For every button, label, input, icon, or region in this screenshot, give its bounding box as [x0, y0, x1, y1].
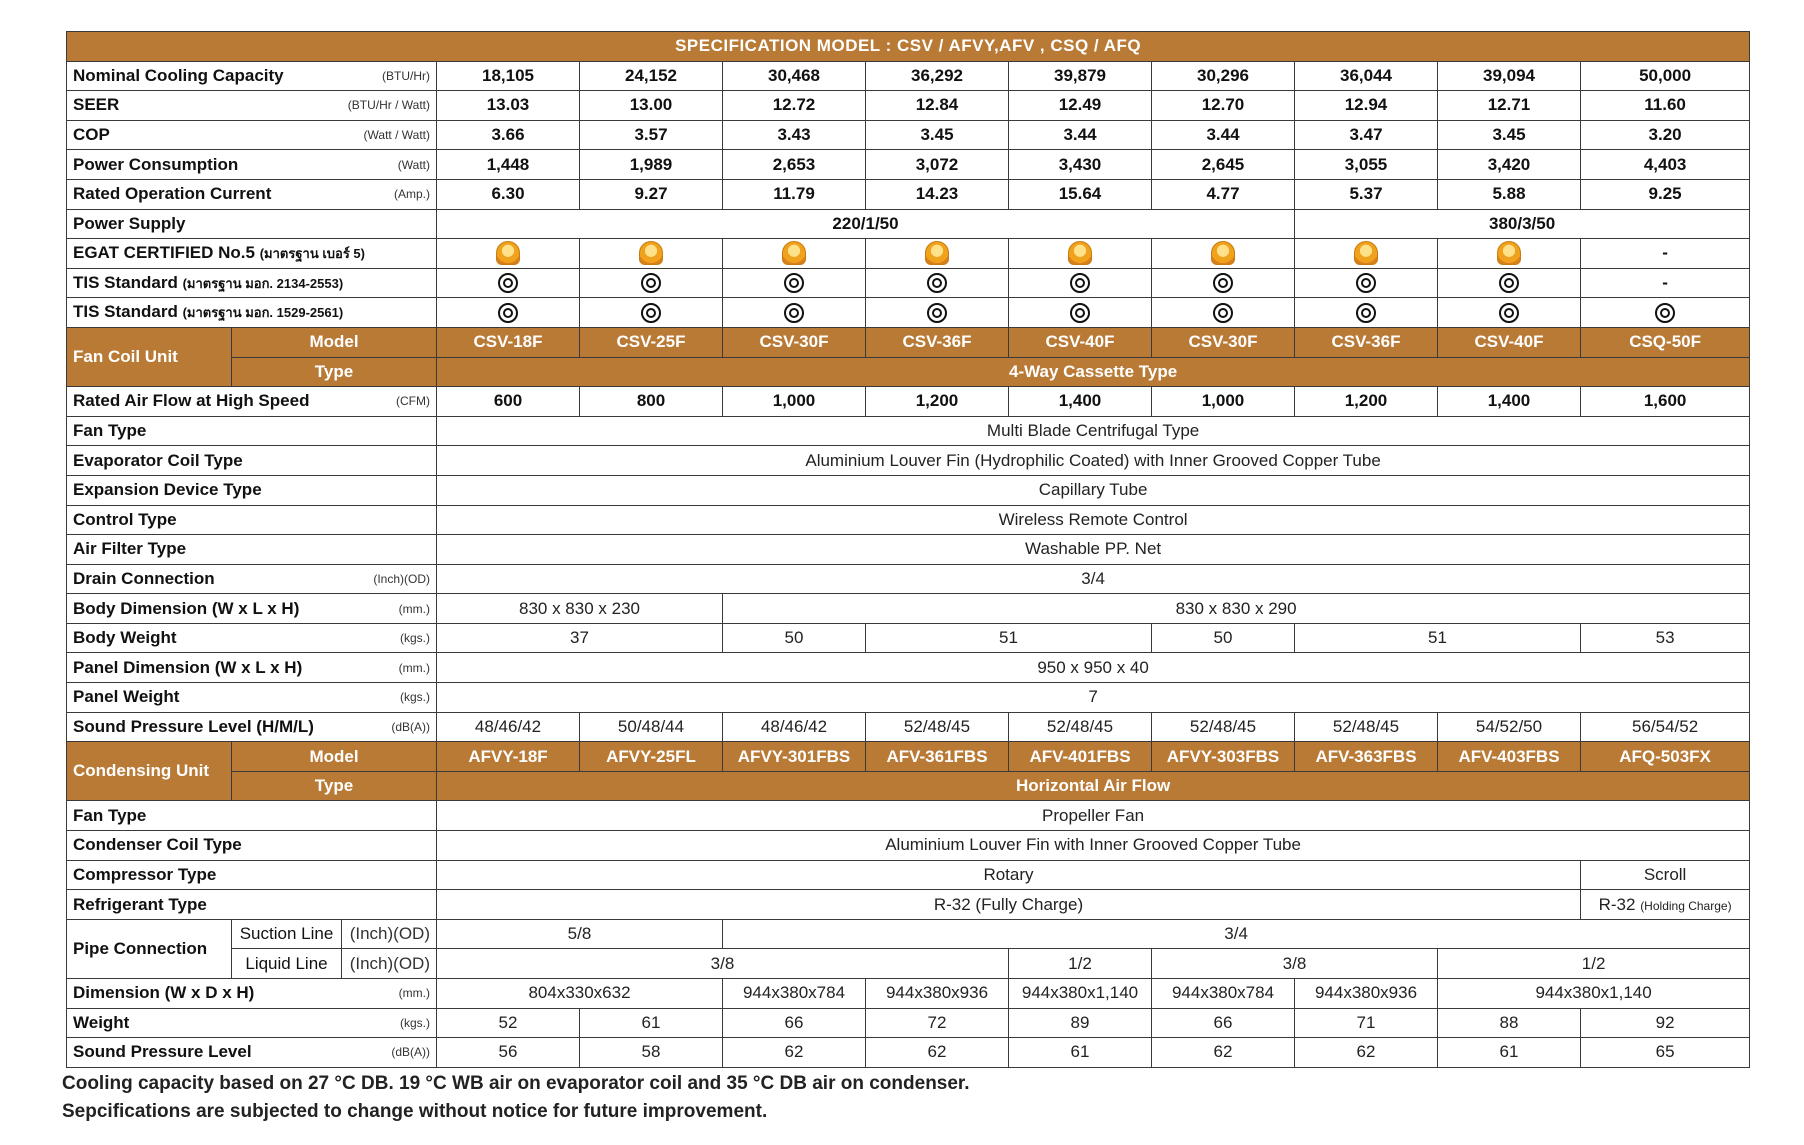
- cell: 3.43: [723, 120, 866, 150]
- row-unit: (Amp.): [394, 187, 430, 202]
- tis-mark-icon: [1356, 273, 1376, 293]
- egat-label-icon: [1211, 241, 1235, 265]
- cell: 89: [1009, 1008, 1152, 1038]
- cell: 3.45: [1438, 120, 1581, 150]
- table-row: [67, 801, 1750, 831]
- row-label: Rated Air Flow at High Speed: [73, 391, 310, 411]
- table-row: [67, 949, 1750, 979]
- row-label: Expansion Device Type: [73, 480, 262, 500]
- tis-mark-icon: [1499, 303, 1519, 323]
- cell: Aluminium Louver Fin (Hydrophilic Coated) with Inner Grooved Copper Tube: [437, 446, 1750, 476]
- table-row: [67, 91, 1750, 121]
- cell: 12.84: [866, 91, 1009, 121]
- cell: 71: [1295, 1008, 1438, 1038]
- row-unit: (dB(A)): [391, 719, 430, 734]
- tis-mark-icon: [1213, 303, 1233, 323]
- tis-mark-icon: [784, 273, 804, 293]
- row-label: Dimension (W x D x H): [73, 983, 255, 1003]
- cell: 37: [437, 623, 723, 653]
- cell: 1,989: [580, 150, 723, 180]
- cell: 66: [1152, 1008, 1295, 1038]
- cell: 944x380x936: [866, 979, 1009, 1009]
- row-unit: (mm.): [398, 601, 430, 616]
- table-row: [67, 831, 1750, 861]
- sub-label: Model: [232, 742, 437, 772]
- row-label: TIS Standard: [73, 272, 178, 292]
- row-label: SEER: [73, 95, 120, 115]
- cell: 48/46/42: [723, 712, 866, 742]
- table-row: [67, 239, 1750, 269]
- cell: 4.77: [1152, 179, 1295, 209]
- cell: Capillary Tube: [437, 475, 1750, 505]
- table-row: [67, 268, 1750, 298]
- table-row: [67, 683, 1750, 713]
- sub-label: Model: [232, 327, 437, 357]
- table-row: [67, 150, 1750, 180]
- cell: 56: [437, 1038, 580, 1068]
- spec-title: SPECIFICATION MODEL : CSV / AFVY,AFV , CSQ / AFQ: [67, 32, 1750, 62]
- cell: Washable PP. Net: [437, 535, 1750, 565]
- row-label: Fan Type: [73, 805, 147, 825]
- table-row: [67, 890, 1750, 920]
- cell: 24,152: [580, 61, 723, 91]
- cell: 12.71: [1438, 91, 1581, 121]
- row-unit: (kgs.): [400, 631, 430, 646]
- model-cell: AFV-361FBS: [866, 742, 1009, 772]
- footnote: Cooling capacity based on 27 °C DB. 19 °C WB air on evaporator coil and 35 °C DB air on condenser.: [62, 1073, 970, 1094]
- tis-mark-icon: [1070, 303, 1090, 323]
- cell: 3/8: [437, 949, 1009, 979]
- cell: 3,430: [1009, 150, 1152, 180]
- cell: 92: [1581, 1008, 1750, 1038]
- table-row: [67, 357, 1750, 387]
- cell: 3.47: [1295, 120, 1438, 150]
- cell: R-32 (Fully Charge): [437, 890, 1581, 920]
- tis-mark-icon: [1499, 273, 1519, 293]
- row-label: Refrigerant Type: [73, 894, 207, 914]
- cell: 36,292: [866, 61, 1009, 91]
- cell: 3.57: [580, 120, 723, 150]
- cell: 65: [1581, 1038, 1750, 1068]
- cell: 3.44: [1152, 120, 1295, 150]
- cell: 58: [580, 1038, 723, 1068]
- cell: 220/1/50: [437, 209, 1295, 239]
- cell: 11.60: [1581, 91, 1750, 121]
- cell: 944x380x784: [1152, 979, 1295, 1009]
- cell: 88: [1438, 1008, 1581, 1038]
- cell: 3.44: [1009, 120, 1152, 150]
- row-label: COP: [73, 125, 110, 145]
- cell: 1,000: [723, 387, 866, 417]
- cell: 56/54/52: [1581, 712, 1750, 742]
- cell: 1,600: [1581, 387, 1750, 417]
- row-label: Compressor Type: [73, 864, 217, 884]
- cell: 950 x 950 x 40: [437, 653, 1750, 683]
- cell: 1,200: [866, 387, 1009, 417]
- cell: 3.20: [1581, 120, 1750, 150]
- cell: 1,200: [1295, 387, 1438, 417]
- cell: 5.37: [1295, 179, 1438, 209]
- row-unit: (Inch)(OD): [342, 919, 437, 949]
- row-label: Fan Type: [73, 421, 147, 441]
- cell: 53: [1581, 623, 1750, 653]
- model-cell: AFVY-301FBS: [723, 742, 866, 772]
- egat-label-icon: [639, 241, 663, 265]
- cell: 3/4: [437, 564, 1750, 594]
- row-label: EGAT CERTIFIED No.5: [73, 242, 255, 262]
- spec-sheet: [66, 31, 1746, 1068]
- table-row: [67, 120, 1750, 150]
- egat-label-icon: [1068, 241, 1092, 265]
- table-row: [67, 327, 1750, 357]
- row-label: Power Consumption: [73, 154, 239, 174]
- cell: 12.49: [1009, 91, 1152, 121]
- table-row: [67, 475, 1750, 505]
- cell: 52/48/45: [1295, 712, 1438, 742]
- model-cell: CSV-18F: [437, 327, 580, 357]
- egat-label-icon: [782, 241, 806, 265]
- cell: 66: [723, 1008, 866, 1038]
- table-row: [67, 653, 1750, 683]
- cell: 51: [1295, 623, 1581, 653]
- cell: 50: [723, 623, 866, 653]
- cell: 39,879: [1009, 61, 1152, 91]
- cell: 61: [1009, 1038, 1152, 1068]
- sub-label: Liquid Line: [232, 949, 342, 979]
- cell: 4,403: [1581, 150, 1750, 180]
- table-row: [67, 1008, 1750, 1038]
- tis-mark-icon: [498, 303, 518, 323]
- cell: 2,653: [723, 150, 866, 180]
- row-unit: (mm.): [398, 986, 430, 1001]
- model-cell: CSV-40F: [1438, 327, 1581, 357]
- cell: 52/48/45: [866, 712, 1009, 742]
- cell: 62: [1152, 1038, 1295, 1068]
- model-cell: AFVY-25FL: [580, 742, 723, 772]
- cell: 3,420: [1438, 150, 1581, 180]
- cell: 39,094: [1438, 61, 1581, 91]
- tis-mark-icon: [927, 273, 947, 293]
- cell: 18,105: [437, 61, 580, 91]
- group-label: Fan Coil Unit: [67, 327, 232, 386]
- sub-label: Type: [232, 357, 437, 387]
- table-row: [67, 209, 1750, 239]
- cell: 30,468: [723, 61, 866, 91]
- row-label: TIS Standard: [73, 302, 178, 322]
- cell: 11.79: [723, 179, 866, 209]
- cell: 1,400: [1438, 387, 1581, 417]
- row-label: Control Type: [73, 509, 177, 529]
- cell: 3.45: [866, 120, 1009, 150]
- tis-mark-icon: [1070, 273, 1090, 293]
- cell: 36,044: [1295, 61, 1438, 91]
- cell: 14.23: [866, 179, 1009, 209]
- cell: 61: [1438, 1038, 1581, 1068]
- cell: Propeller Fan: [437, 801, 1750, 831]
- tis-mark-icon: [641, 303, 661, 323]
- model-cell: CSV-36F: [866, 327, 1009, 357]
- cell: Wireless Remote Control: [437, 505, 1750, 535]
- cell: 3/8: [1152, 949, 1438, 979]
- row-label: Condenser Coil Type: [73, 835, 242, 855]
- cell: 1/2: [1009, 949, 1152, 979]
- row-label: Evaporator Coil Type: [73, 450, 243, 470]
- cell-note: (Holding Charge): [1640, 898, 1732, 913]
- cell: 62: [866, 1038, 1009, 1068]
- row-unit: (Watt / Watt): [363, 128, 430, 143]
- cell: 944x380x1,140: [1009, 979, 1152, 1009]
- cell: 51: [866, 623, 1152, 653]
- model-cell: AFVY-303FBS: [1152, 742, 1295, 772]
- row-label: Panel Weight: [73, 687, 180, 707]
- model-cell: CSV-40F: [1009, 327, 1152, 357]
- row-label: Sound Pressure Level (H/M/L): [73, 716, 314, 736]
- cell: 1,448: [437, 150, 580, 180]
- cell: 61: [580, 1008, 723, 1038]
- cell: 9.25: [1581, 179, 1750, 209]
- cell: 804x330x632: [437, 979, 723, 1009]
- row-label: Sound Pressure Level: [73, 1042, 252, 1062]
- cell: 830 x 830 x 230: [437, 594, 723, 624]
- table-row: [67, 594, 1750, 624]
- cell: 30,296: [1152, 61, 1295, 91]
- tis-mark-icon: [641, 273, 661, 293]
- cell: 52/48/45: [1009, 712, 1152, 742]
- table-row: [67, 298, 1750, 328]
- sub-label: Suction Line: [232, 919, 342, 949]
- cell: 52: [437, 1008, 580, 1038]
- cell: 944x380x936: [1295, 979, 1438, 1009]
- row-label: Body Weight: [73, 628, 177, 648]
- cell: R-32: [1598, 894, 1636, 914]
- cell: 50,000: [1581, 61, 1750, 91]
- row-label: Rated Operation Current: [73, 184, 272, 204]
- cell: 50: [1152, 623, 1295, 653]
- cell: 48/46/42: [437, 712, 580, 742]
- table-row: [67, 446, 1750, 476]
- row-unit: (BTU/Hr): [382, 68, 430, 83]
- table-row: [67, 771, 1750, 801]
- cell: 830 x 830 x 290: [723, 594, 1750, 624]
- cell: 9.27: [580, 179, 723, 209]
- tis-mark-icon: [927, 303, 947, 323]
- cell: 7: [437, 683, 1750, 713]
- egat-label-icon: [1497, 241, 1521, 265]
- tis-mark-icon: [1655, 303, 1675, 323]
- cell: 50/48/44: [580, 712, 723, 742]
- cell: 944x380x784: [723, 979, 866, 1009]
- table-row: [67, 505, 1750, 535]
- row-unit: (BTU/Hr / Watt): [347, 98, 430, 113]
- type-cell: Horizontal Air Flow: [437, 771, 1750, 801]
- table-row: [67, 179, 1750, 209]
- cell: -: [1581, 268, 1750, 298]
- model-cell: AFV-403FBS: [1438, 742, 1581, 772]
- footnote: Sepcifications are subjected to change without notice for future improvement.: [62, 1101, 768, 1122]
- cell: 5.88: [1438, 179, 1581, 209]
- type-cell: 4-Way Cassette Type: [437, 357, 1750, 387]
- cell: Rotary: [437, 860, 1581, 890]
- tis-mark-icon: [784, 303, 804, 323]
- row-unit: (Inch)(OD): [373, 571, 430, 586]
- cell: 380/3/50: [1295, 209, 1750, 239]
- model-cell: AFV-363FBS: [1295, 742, 1438, 772]
- table-row: [67, 919, 1750, 949]
- cell: -: [1581, 239, 1750, 269]
- row-label-thai: (มาตรฐาน มอก. 2134-2553): [182, 275, 344, 291]
- model-cell: CSV-36F: [1295, 327, 1438, 357]
- table-row: [67, 564, 1750, 594]
- egat-label-icon: [925, 241, 949, 265]
- row-unit: (kgs.): [400, 1015, 430, 1030]
- cell: 944x380x1,140: [1438, 979, 1750, 1009]
- table-row: [67, 623, 1750, 653]
- row-label: Drain Connection: [73, 568, 215, 588]
- model-cell: CSV-30F: [1152, 327, 1295, 357]
- cell: Scroll: [1581, 860, 1750, 890]
- cell: 5/8: [437, 919, 723, 949]
- cell: 54/52/50: [1438, 712, 1581, 742]
- tis-mark-icon: [1356, 303, 1376, 323]
- sub-label: Type: [232, 771, 437, 801]
- row-label: Weight: [73, 1012, 130, 1032]
- row-label: Panel Dimension (W x L x H): [73, 657, 303, 677]
- cell: 62: [723, 1038, 866, 1068]
- row-unit: (mm.): [398, 660, 430, 675]
- model-cell: CSV-30F: [723, 327, 866, 357]
- footnotes: [62, 1070, 970, 1126]
- table-row: [67, 1038, 1750, 1068]
- cell: 800: [580, 387, 723, 417]
- tis-mark-icon: [498, 273, 518, 293]
- row-label-thai: (มาตรฐาน เบอร์ 5): [259, 245, 365, 261]
- group-label: Condensing Unit: [67, 742, 232, 801]
- table-row: [67, 387, 1750, 417]
- cell: Aluminium Louver Fin with Inner Grooved Copper Tube: [437, 831, 1750, 861]
- row-unit: (Inch)(OD): [342, 949, 437, 979]
- row-label-thai: (มาตรฐาน มอก. 1529-2561): [182, 305, 344, 321]
- cell: 1,000: [1152, 387, 1295, 417]
- egat-label-icon: [1354, 241, 1378, 265]
- model-cell: CSQ-50F: [1581, 327, 1750, 357]
- table-row: [67, 416, 1750, 446]
- model-cell: AFVY-18F: [437, 742, 580, 772]
- table-row: [67, 860, 1750, 890]
- cell: 12.94: [1295, 91, 1438, 121]
- cell: 62: [1295, 1038, 1438, 1068]
- table-row: [67, 61, 1750, 91]
- row-unit: (dB(A)): [391, 1045, 430, 1060]
- model-cell: CSV-25F: [580, 327, 723, 357]
- table-row: [67, 742, 1750, 772]
- cell: 3.66: [437, 120, 580, 150]
- cell: 12.72: [723, 91, 866, 121]
- row-label: Body Dimension (W x L x H): [73, 598, 300, 618]
- spec-table: [66, 31, 1750, 1068]
- row-label: Power Supply: [73, 213, 186, 233]
- cell: 3,072: [866, 150, 1009, 180]
- cell: 1,400: [1009, 387, 1152, 417]
- row-label: Air Filter Type: [73, 539, 187, 559]
- model-cell: AFQ-503FX: [1581, 742, 1750, 772]
- row-unit: (CFM): [396, 394, 430, 409]
- table-row: [67, 535, 1750, 565]
- cell: 13.00: [580, 91, 723, 121]
- cell: 6.30: [437, 179, 580, 209]
- row-label: Nominal Cooling Capacity: [73, 65, 284, 85]
- cell: 2,645: [1152, 150, 1295, 180]
- tis-mark-icon: [1213, 273, 1233, 293]
- cell: 1/2: [1438, 949, 1750, 979]
- table-row: [67, 979, 1750, 1009]
- cell: 15.64: [1009, 179, 1152, 209]
- egat-label-icon: [496, 241, 520, 265]
- row-unit: (kgs.): [400, 690, 430, 705]
- cell: 3,055: [1295, 150, 1438, 180]
- cell: 12.70: [1152, 91, 1295, 121]
- cell: Multi Blade Centrifugal Type: [437, 416, 1750, 446]
- cell: 52/48/45: [1152, 712, 1295, 742]
- cell: 72: [866, 1008, 1009, 1038]
- row-unit: (Watt): [397, 157, 430, 172]
- cell: 600: [437, 387, 580, 417]
- cell: 13.03: [437, 91, 580, 121]
- table-row: [67, 712, 1750, 742]
- row-label: Pipe Connection: [67, 919, 232, 978]
- model-cell: AFV-401FBS: [1009, 742, 1152, 772]
- cell: 3/4: [723, 919, 1750, 949]
